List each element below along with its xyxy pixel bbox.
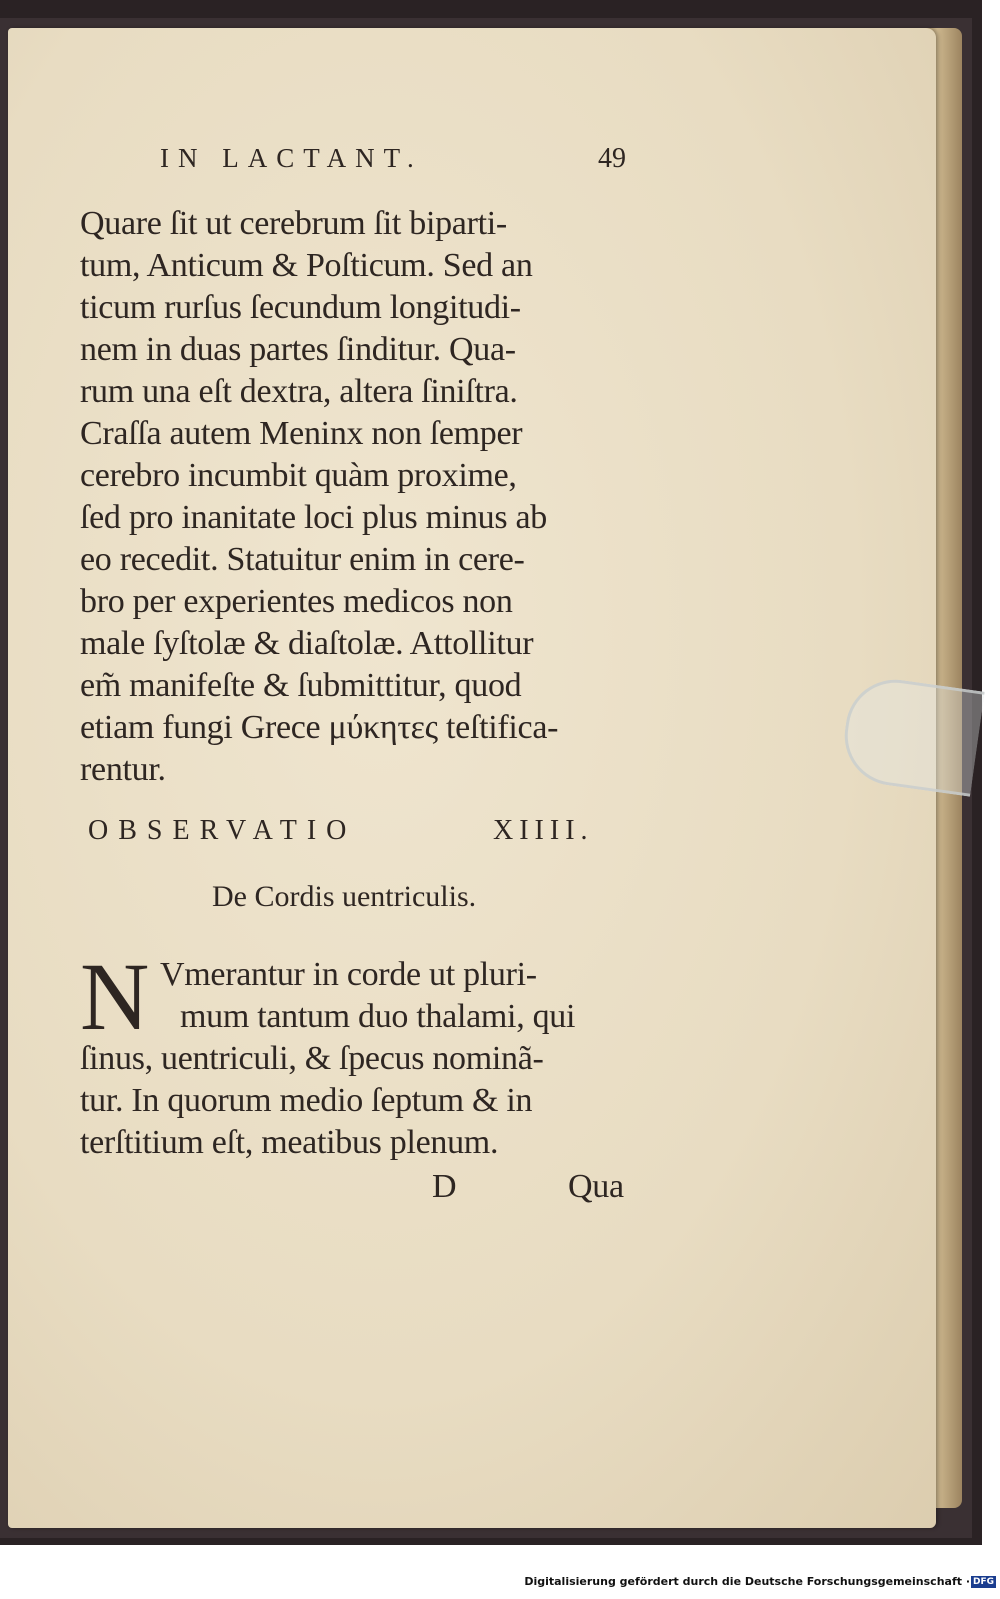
section-number: XIIII. <box>493 815 594 846</box>
running-title: IN LACTANT. <box>160 143 423 173</box>
text-line: male ſyſtolæ & diaſtolæ. Attollitur <box>80 625 534 662</box>
text-line: nem in duas partes ſinditur. Qua- <box>80 331 516 368</box>
footer-credit: Digitalisierung gefördert durch die Deutsche Forschungsgemeinschaft · <box>524 1575 970 1588</box>
signature-mark: D <box>432 1168 457 1205</box>
text-line: ſed pro inanitate loci plus minus ab <box>80 499 547 536</box>
section-heading: OBSERVATIO <box>88 815 357 846</box>
text-line: rum una eſt dextra, altera ſiniſtra. <box>80 373 518 410</box>
text-line: Vmerantur in corde ut pluri- <box>160 956 537 993</box>
text-line: etiam fungi Grece μύκητες teſtifica- <box>80 709 559 746</box>
text-line: ticum rurſus ſecundum longitudi- <box>80 289 521 326</box>
dfg-logo: DFG <box>972 1577 994 1587</box>
text-line: rentur. <box>80 751 166 788</box>
page-number: 49 <box>598 143 626 174</box>
text-line: Quare ſit ut cerebrum ſit biparti- <box>80 205 507 242</box>
text-line: tur. In quorum medio ſeptum & in <box>80 1082 533 1119</box>
section-subtitle: De Cordis uentriculis. <box>212 880 477 913</box>
catchword: Qua <box>568 1168 624 1205</box>
text-line: terſtitium eſt, meatibus plenum. <box>80 1124 499 1161</box>
text-line: mum tantum duo thalami, qui <box>180 998 576 1035</box>
text-line: Craſſa autem Meninx non ſemper <box>80 415 523 452</box>
drop-cap: N <box>80 943 150 1050</box>
text-line: cerebro incumbit quàm proxime, <box>80 457 517 494</box>
text-line: ſinus, uentriculi, & ſpecus nominã- <box>80 1040 544 1077</box>
text-line: bro per experientes medicos non <box>80 583 513 620</box>
text-line: em̃ manifeſte & ſubmittitur, quod <box>80 667 522 704</box>
text-line: tum, Anticum & Poſticum. Sed an <box>80 247 533 284</box>
text-line: eo recedit. Statuitur enim in cere- <box>80 541 525 578</box>
